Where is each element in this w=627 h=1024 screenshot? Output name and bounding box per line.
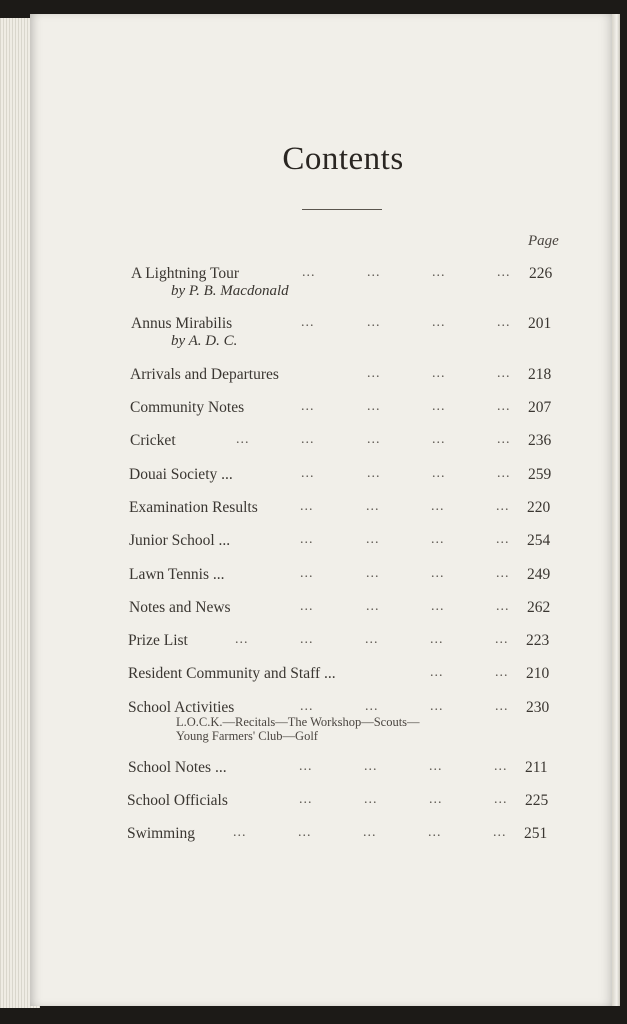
leader-dots: ...	[493, 825, 507, 840]
leader-dots: ...	[366, 499, 380, 514]
toc-entry	[0, 499, 627, 529]
toc-entry-title: School Officials	[127, 792, 228, 809]
leader-dots: ...	[302, 265, 316, 280]
toc-page-number: 210	[526, 665, 550, 682]
leader-dots: ...	[300, 632, 314, 647]
leader-dots: ...	[495, 699, 509, 714]
leader-dots: ...	[428, 825, 442, 840]
leader-dots: ...	[366, 532, 380, 547]
leader-dots: ...	[429, 792, 443, 807]
toc-page-number: 207	[528, 399, 552, 416]
toc-entry	[0, 599, 627, 629]
leader-dots: ...	[366, 566, 380, 581]
leader-dots: ...	[298, 825, 312, 840]
toc-entry-title: Douai Society ...	[129, 466, 233, 483]
page-column-header: Page	[528, 233, 559, 249]
toc-entry	[0, 632, 627, 662]
toc-page-number: 201	[528, 315, 552, 332]
toc-entry-title: School Activities	[128, 699, 235, 716]
toc-entry	[0, 825, 627, 855]
leader-dots: ...	[301, 466, 315, 481]
leader-dots: ...	[496, 499, 510, 514]
leader-dots: ...	[430, 632, 444, 647]
leader-dots: ...	[495, 665, 509, 680]
leader-dots: ...	[431, 599, 445, 614]
leader-dots: ...	[365, 632, 379, 647]
toc-entry	[0, 792, 627, 822]
toc-entry-title: Prize List	[128, 632, 188, 649]
toc-entry	[0, 399, 627, 429]
toc-entry-title: School Notes ...	[128, 759, 227, 776]
leader-dots: ...	[496, 566, 510, 581]
leader-dots: ...	[299, 792, 313, 807]
leader-dots: ...	[494, 792, 508, 807]
leader-dots: ...	[432, 366, 446, 381]
toc-entry-author: by A. D. C.	[171, 333, 238, 349]
toc-page-number: 218	[528, 366, 552, 383]
toc-entry-title: Resident Community and Staff ...	[128, 665, 336, 682]
toc-entry-title: Lawn Tennis ...	[129, 566, 225, 583]
toc-entry	[0, 315, 627, 349]
leader-dots: ...	[494, 759, 508, 774]
toc-page-number: 254	[527, 532, 551, 549]
leader-dots: ...	[363, 825, 377, 840]
toc-entry-detail: Young Farmers' Club—Golf	[176, 729, 318, 743]
toc-page-number: 225	[525, 792, 549, 809]
leader-dots: ...	[300, 599, 314, 614]
leader-dots: ...	[496, 599, 510, 614]
leader-dots: ...	[497, 466, 511, 481]
leader-dots: ...	[365, 699, 379, 714]
toc-page-number: 249	[527, 566, 551, 583]
leader-dots: ...	[432, 315, 446, 330]
toc-entry	[0, 366, 627, 396]
toc-page-number: 223	[526, 632, 550, 649]
toc-entry-title: Arrivals and Departures	[130, 366, 279, 383]
toc-entry	[0, 532, 627, 562]
leader-dots: ...	[367, 399, 381, 414]
toc-entry-title: Notes and News	[129, 599, 231, 616]
toc-entry-title: Junior School ...	[129, 532, 231, 549]
leader-dots: ...	[432, 399, 446, 414]
leader-dots: ...	[366, 599, 380, 614]
toc-page-number: 226	[529, 265, 553, 282]
leader-dots: ...	[364, 759, 378, 774]
leader-dots: ...	[233, 825, 247, 840]
toc-entry	[0, 665, 627, 695]
leader-dots: ...	[301, 432, 315, 447]
toc-entry	[0, 432, 627, 462]
toc-page-number: 211	[525, 759, 548, 776]
toc-entry-detail: L.O.C.K.—Recitals—The Workshop—Scouts—	[176, 715, 420, 729]
leader-dots: ...	[432, 265, 446, 280]
leader-dots: ...	[301, 399, 315, 414]
leader-dots: ...	[367, 432, 381, 447]
leader-dots: ...	[432, 466, 446, 481]
leader-dots: ...	[300, 499, 314, 514]
toc-page-number: 259	[528, 466, 552, 483]
toc-entry	[0, 566, 627, 596]
leader-dots: ...	[430, 699, 444, 714]
toc-page-number: 220	[527, 499, 551, 516]
leader-dots: ...	[236, 432, 250, 447]
page-title: Contents	[282, 141, 404, 177]
toc-page-number: 236	[528, 432, 552, 449]
toc-entry	[0, 466, 627, 496]
leader-dots: ...	[300, 699, 314, 714]
leader-dots: ...	[367, 265, 381, 280]
toc-entry	[0, 265, 627, 299]
leader-dots: ...	[495, 632, 509, 647]
leader-dots: ...	[431, 566, 445, 581]
leader-dots: ...	[300, 532, 314, 547]
toc-entry-title: Cricket	[130, 432, 176, 449]
title-divider	[302, 209, 382, 210]
leader-dots: ...	[300, 566, 314, 581]
leader-dots: ...	[364, 792, 378, 807]
leader-dots: ...	[367, 366, 381, 381]
leader-dots: ...	[497, 265, 511, 280]
leader-dots: ...	[432, 432, 446, 447]
toc-page-number: 230	[526, 699, 550, 716]
leader-dots: ...	[497, 366, 511, 381]
toc-page-number: 262	[527, 599, 551, 616]
toc-entry-author: by P. B. Macdonald	[171, 283, 289, 299]
leader-dots: ...	[497, 432, 511, 447]
leader-dots: ...	[497, 315, 511, 330]
leader-dots: ...	[497, 399, 511, 414]
leader-dots: ...	[367, 466, 381, 481]
toc-entry-title: Annus Mirabilis	[131, 315, 233, 332]
toc-page-number: 251	[524, 825, 548, 842]
toc-entry	[0, 759, 627, 789]
leader-dots: ...	[431, 532, 445, 547]
toc-entry-title: Community Notes	[130, 399, 245, 416]
toc-entry-title: Examination Results	[129, 499, 258, 516]
toc-entry-title: Swimming	[127, 825, 196, 842]
leader-dots: ...	[301, 315, 315, 330]
leader-dots: ...	[496, 532, 510, 547]
leader-dots: ...	[235, 632, 249, 647]
leader-dots: ...	[430, 665, 444, 680]
leader-dots: ...	[429, 759, 443, 774]
leader-dots: ...	[367, 315, 381, 330]
leader-dots: ...	[299, 759, 313, 774]
toc-entry	[0, 699, 627, 743]
toc-entry-title: A Lightning Tour	[131, 265, 239, 282]
leader-dots: ...	[431, 499, 445, 514]
